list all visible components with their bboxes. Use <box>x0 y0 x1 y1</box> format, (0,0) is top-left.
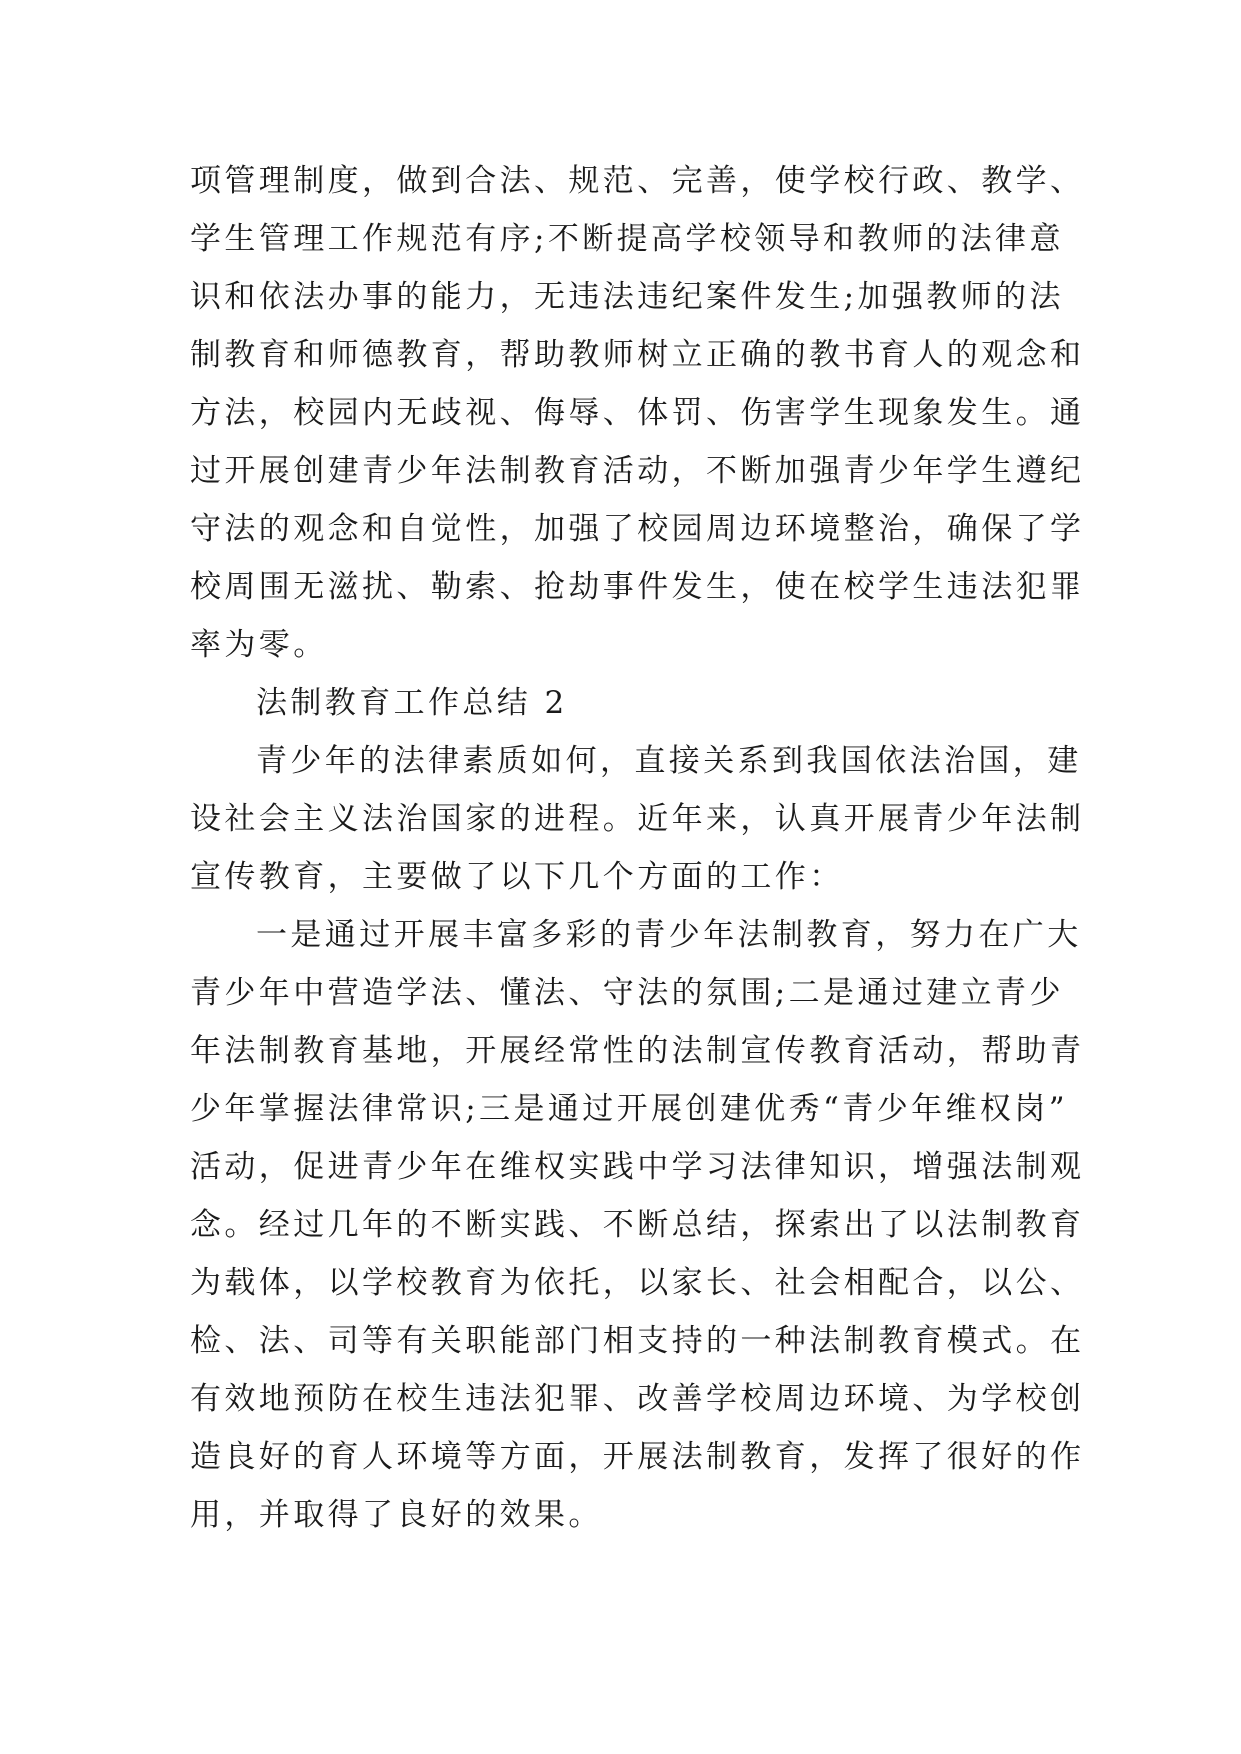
text-line: 青少年的法律素质如何，直接关系到我国依法治国，建 <box>256 743 1082 779</box>
paragraph-intro <box>190 732 1085 906</box>
paragraph-continued <box>190 152 1085 674</box>
paragraph-measures <box>190 906 1085 1544</box>
text-line: 过开展创建青少年法制教育活动，不断加强青少年学生遵纪 <box>190 453 1085 489</box>
text-line: 念。经过几年的不断实践、不断总结，探索出了以法制教育 <box>190 1207 1085 1243</box>
text-line: 宣传教育，主要做了以下几个方面的工作： <box>190 859 844 895</box>
text-line: 学生管理工作规范有序;不断提高学校领导和教师的法律意 <box>190 221 1064 257</box>
text-line: 造良好的育人环境等方面，开展法制教育，发挥了很好的作 <box>190 1439 1085 1475</box>
text-line: 方法，校园内无歧视、侮辱、体罚、伤害学生现象发生。通 <box>190 395 1085 431</box>
text-line: 活动，促进青少年在维权实践中学习法律知识，增强法制观 <box>190 1149 1085 1185</box>
text-line: 项管理制度，做到合法、规范、完善，使学校行政、教学、 <box>190 163 1085 199</box>
text-line: 用，并取得了良好的效果。 <box>190 1497 603 1533</box>
text-line: 率为零。 <box>190 627 328 663</box>
text-line: 为载体，以学校教育为依托，以家长、社会相配合，以公、 <box>190 1265 1085 1301</box>
text-line: 一是通过开展丰富多彩的青少年法制教育，努力在广大 <box>256 917 1082 953</box>
text-line: 年法制教育基地，开展经常性的法制宣传教育活动，帮助青 <box>190 1033 1085 1069</box>
text-line: 青少年中营造学法、懂法、守法的氛围;二是通过建立青少 <box>190 975 1064 1011</box>
text-line: 校周围无滋扰、勒索、抢劫事件发生，使在校学生违法犯罪 <box>190 569 1085 605</box>
text-line: 检、法、司等有关职能部门相支持的一种法制教育模式。在 <box>190 1323 1085 1359</box>
text-line: 识和依法办事的能力，无违法违纪案件发生;加强教师的法 <box>190 279 1064 315</box>
text-line: 少年掌握法律常识;三是通过开展创建优秀“青少年维权岗” <box>190 1091 1068 1127</box>
text-line: 有效地预防在校生违法犯罪、改善学校周边环境、为学校创 <box>190 1381 1085 1417</box>
text-line: 制教育和师德教育，帮助教师树立正确的教书育人的观念和 <box>190 337 1085 373</box>
section-title: 法制教育工作总结 2 <box>256 685 568 721</box>
document-body <box>190 152 1085 1544</box>
text-line: 守法的观念和自觉性，加强了校园周边环境整治，确保了学 <box>190 511 1085 547</box>
text-line: 设社会主义法治国家的进程。近年来，认真开展青少年法制 <box>190 801 1085 837</box>
